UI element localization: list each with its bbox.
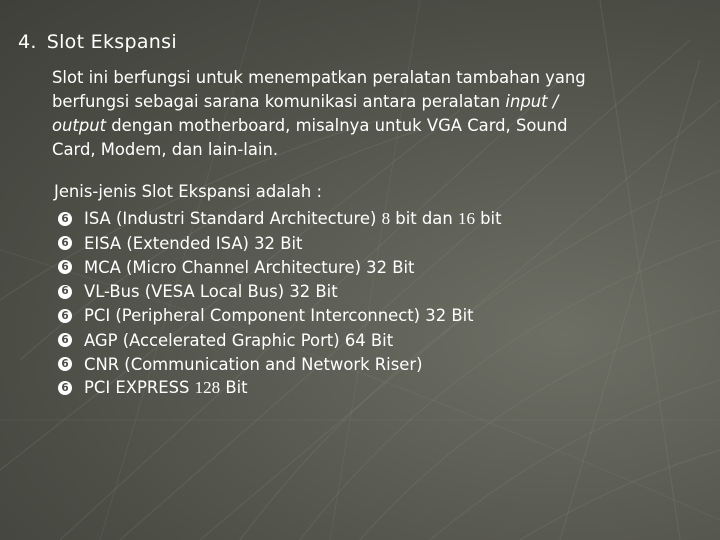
bullet-icon: 6	[58, 260, 72, 274]
list-item	[58, 207, 502, 231]
list-item-text-part: bit	[474, 209, 502, 229]
list-item-number: 8	[381, 209, 391, 229]
title-number: 4.	[18, 31, 37, 53]
list-item-text-part: VL-Bus (VESA Local Bus) 32 Bit	[84, 282, 338, 302]
list-item-text-part: PCI EXPRESS	[84, 378, 195, 398]
list-item-text-part: ISA (Industri Standard Architecture)	[84, 209, 382, 229]
bullet-icon: 6	[58, 309, 72, 323]
title-text: Slot Ekspansi	[46, 31, 177, 53]
list-item-text	[84, 355, 423, 374]
bullet-icon: 6	[58, 212, 72, 226]
intro-line: Card, Modem, dan lain-lain.	[52, 140, 279, 159]
list-item	[58, 255, 502, 279]
list-item-text-part: AGP (Accelerated Graphic Port) 64 Bit	[84, 330, 394, 350]
intro-line	[52, 114, 712, 138]
list-item	[58, 376, 502, 400]
list-item-text-part: EISA (Extended ISA) 32 Bit	[84, 233, 303, 253]
list-item-text	[84, 282, 338, 301]
intro-italic-text: output	[52, 116, 107, 135]
bullet-icon: 6	[58, 236, 72, 250]
list-item-text	[84, 234, 302, 253]
list-item	[58, 304, 502, 328]
list-item-text-part: Bit	[220, 378, 248, 398]
list-item	[58, 231, 502, 255]
intro-italic-text: input /	[505, 92, 559, 111]
intro-line: Slot ini berfungsi untuk menempatkan peralatan tambahan yang	[52, 68, 586, 87]
list-item	[58, 328, 502, 352]
intro-text: dengan motherboard, misalnya untuk VGA Card, Sound	[106, 116, 568, 135]
bullet-icon: 6	[58, 333, 72, 347]
list-item-text	[84, 258, 414, 277]
intro-line	[52, 90, 712, 114]
expansion-slot-list	[58, 207, 502, 401]
intro-text: berfungsi sebagai sarana komunikasi antara peralatan	[52, 92, 506, 111]
intro-paragraph	[52, 66, 712, 162]
list-heading: Jenis-jenis Slot Ekspansi adalah :	[54, 182, 323, 201]
bullet-icon: 6	[58, 285, 72, 299]
list-item-text	[84, 306, 474, 325]
bullet-icon: 6	[58, 357, 72, 371]
list-item-text-part: PCI (Peripheral Component Interconnect) 32 Bit	[84, 306, 474, 326]
list-item-text	[84, 209, 502, 229]
list-item-text	[84, 331, 393, 350]
list-item-text-part: CNR (Communication and Network Riser)	[84, 354, 423, 374]
list-item-number: 16	[457, 209, 475, 229]
list-item-number: 128	[194, 378, 221, 398]
list-item-text-part: bit dan	[390, 209, 458, 229]
list-item	[58, 352, 502, 376]
bullet-icon: 6	[58, 381, 72, 395]
slide-title	[18, 31, 177, 53]
list-item-text	[84, 378, 248, 398]
list-item	[58, 280, 502, 304]
list-item-text-part: MCA (Micro Channel Architecture) 32 Bit	[84, 257, 415, 277]
